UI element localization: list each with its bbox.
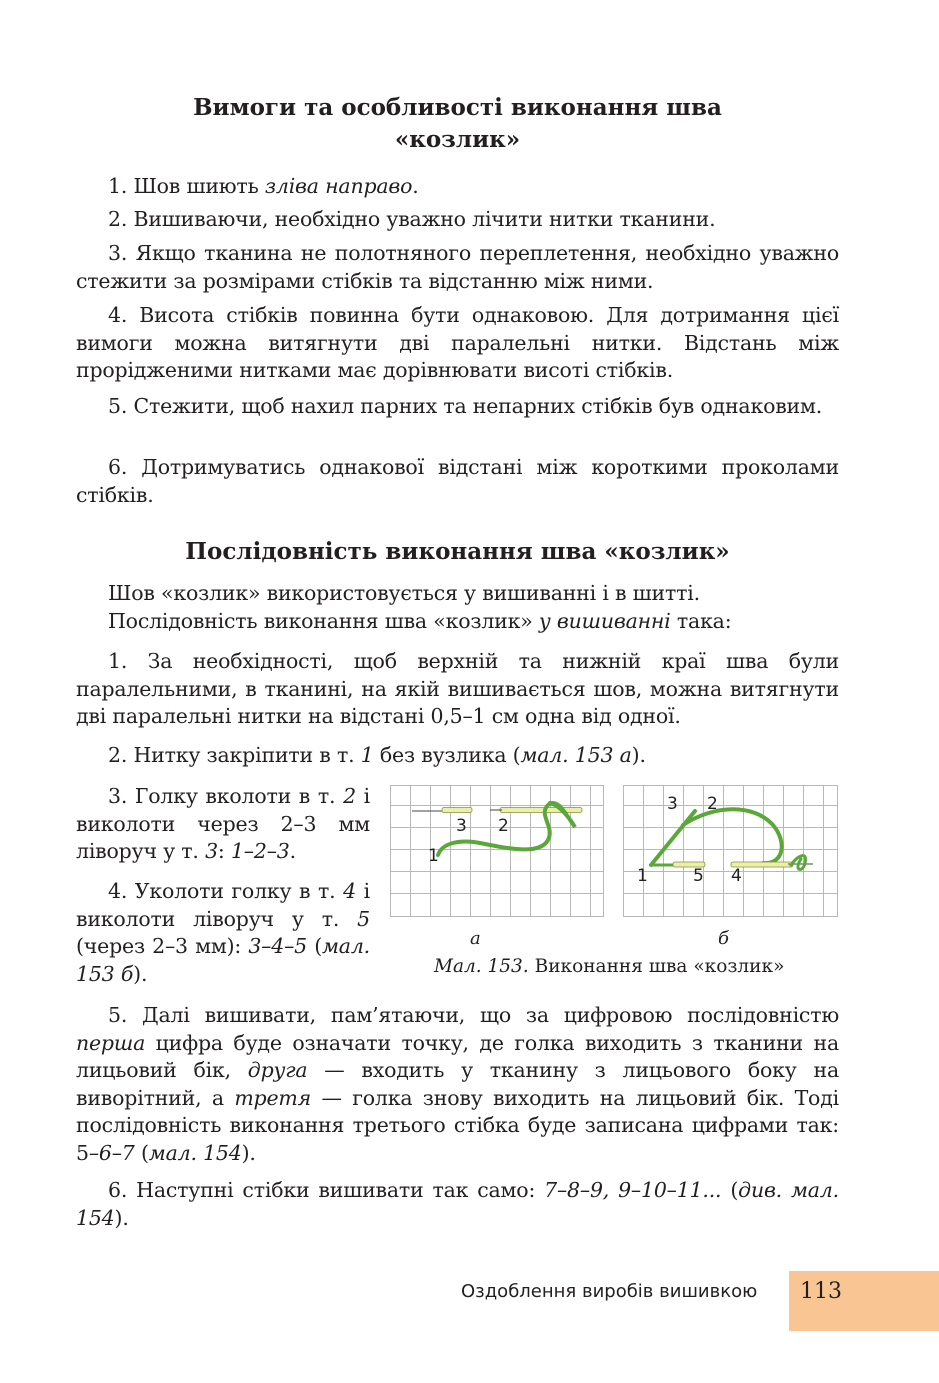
- grid-lines: [623, 785, 838, 917]
- step-5: 5. Далі вишивати, пам’ятаючи, що за цифровою послідовністю перша цифра буде означати точку, де голка виходить з тканини на лицьовий бік, друга — входить у тканину з лицьового боку на виворітний, а третя — голка знову виходить на лицьовий бік. Тоді послідовність виконання третього стібка буде записана цифрами так: 5–6–7 (мал. 154).: [76, 1003, 839, 1165]
- step-3: 3. Голку вколоти в т. 2 і виколоти через 2–3 мм ліворуч у т. 3: 1–2–3.: [76, 784, 370, 863]
- point-label: 1: [637, 866, 648, 886]
- point-label: 2: [498, 816, 509, 836]
- step-2: 2. Нитку закріпити в т. 1 без вузлика (мал. 153 а).: [108, 743, 646, 767]
- point-label: 3: [667, 794, 678, 814]
- requirement-3: 3. Якщо тканина не полотняного переплетення, необхідно уважно стежити за розмірами стібків та відстанню між ними.: [76, 241, 839, 293]
- figure-label-a: а: [470, 928, 481, 949]
- figure-153b: [623, 785, 839, 918]
- requirement-1: 1. Шов шиють зліва направо.: [108, 174, 419, 198]
- point-label: 4: [731, 866, 742, 886]
- point-label: 2: [707, 794, 718, 814]
- requirement-5: 5. Стежити, щоб нахил парних та непарних стібків був однаковим.: [108, 394, 823, 418]
- step-6: 6. Наступні стібки вишивати так само: 7–8–9, 9–10–11... (див. мал. 154).: [76, 1178, 839, 1230]
- intro-line-1: Шов «козлик» використовується у вишиванні і в шитті.: [108, 581, 700, 605]
- grid-lines: [390, 785, 604, 917]
- section1-title-line1: Вимоги та особливості виконання шва: [193, 94, 722, 121]
- requirement-2: 2. Вишиваючи, необхідно уважно лічити нитки тканини.: [108, 207, 716, 231]
- requirement-4: 4. Висота стібків повинна бути однаковою. Для дотримання цієї вимоги можна витягнути дві паралельні нитки. Відстань між прорідженими нитками має дорівнювати висоті стібків.: [76, 303, 839, 382]
- figure-label-b: б: [718, 928, 729, 949]
- section2-title: Послідовність виконання шва «козлик»: [185, 538, 730, 565]
- step-1: 1. За необхідності, щоб верхній та нижній краї шва були паралельними, в тканині, на якій вишивається шов, можна витягнути дві паралельні нитки на відстані 0,5–1 см одна від одної.: [76, 649, 839, 728]
- point-label: 1: [428, 846, 439, 866]
- section1-title-line2: «козлик»: [394, 126, 521, 153]
- step-4: 4. Уколоти голку в т. 4 і виколоти ліворуч у т. 5 (через 2–3 мм): 3–4–5 (мал. 153 б).: [76, 879, 370, 986]
- point-label: 3: [456, 816, 467, 836]
- chapter-title: Оздоблення виробів вишивкою: [461, 1281, 758, 1302]
- needle-a-right: [490, 808, 582, 813]
- section1-title: [76, 92, 839, 156]
- requirement-6: 6. Дотримуватись однакової відстані між короткими проколами стібків.: [76, 455, 839, 507]
- page-number: 113: [800, 1279, 842, 1304]
- figure-153a: [390, 785, 605, 918]
- intro-line-2: Послідовність виконання шва «козлик» у вишиванні така:: [108, 609, 732, 633]
- point-label: 5: [693, 866, 704, 886]
- figure-caption: Мал. 153. Виконання шва «козлик»: [434, 956, 785, 977]
